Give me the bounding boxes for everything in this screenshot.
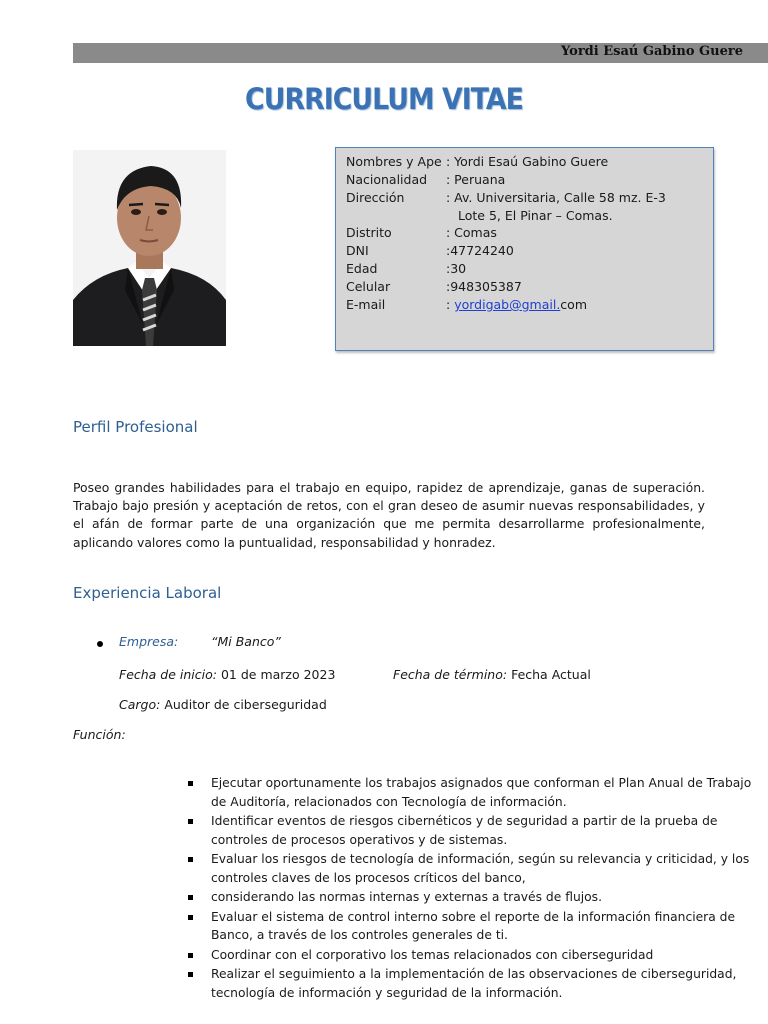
profile-text: Poseo grandes habilidades para el trabajo en equipo, rapidez de aprendizaje, ganas de superación. Trabajo bajo presión y aceptación de retos, con el gran deseo de asumir nuevas responsabilidades, y el afán de formar parte de una organización que me permita desarrollarme profesionalmente, aplicando valores como la puntualidad, responsabilidad y honradez. — [73, 480, 705, 550]
bullet-square-icon — [188, 819, 193, 824]
list-item: Ejecutar oportunamente los trabajos asignados que conforman el Plan Anual de Trabajo de Auditoría, relacionados con Tecnología de información. — [188, 774, 760, 811]
header-bar — [73, 43, 768, 63]
personal-info-box — [335, 147, 714, 351]
list-item: Realizar el seguimiento a la implementación de las observaciones de ciberseguridad, tecnología de información y seguridad de la información. — [188, 965, 760, 1002]
list-item: considerando las normas internas y externas a través de flujos. — [188, 888, 760, 907]
bullet-icon — [97, 641, 103, 647]
company-name: “Mi Banco” — [211, 634, 281, 649]
function-label: Función: — [73, 727, 126, 742]
header-name: Yordi Esaú Gabino Guere — [561, 44, 743, 59]
role: Cargo: Auditor de ciberseguridad — [119, 697, 327, 712]
function-list — [188, 774, 760, 1003]
experience-heading: Experiencia Laboral — [73, 584, 222, 602]
company-label: Empresa: — [119, 634, 179, 649]
bullet-square-icon — [188, 781, 193, 786]
bullet-square-icon — [188, 857, 193, 862]
info-row: Dirección : Av. Universitaria, Calle 58 mz. E-3 — [346, 190, 666, 205]
info-row: Edad :30 — [346, 261, 467, 276]
info-row: Nombres y Ape : Yordi Esaú Gabino Guere — [346, 154, 609, 169]
bullet-square-icon — [188, 915, 193, 920]
info-row: Nacionalidad : Peruana — [346, 172, 506, 187]
list-item: Coordinar con el corporativo los temas relacionados con ciberseguridad — [188, 946, 760, 965]
info-row: Lote 5, El Pinar – Comas. — [458, 208, 613, 223]
info-row: Celular :948305387 — [346, 279, 522, 294]
info-row: DNI :47724240 — [346, 243, 514, 258]
list-item: Identificar eventos de riesgos cibernéticos y de seguridad a partir de la prueba de controles de procesos operativos y de sistemas. — [188, 812, 760, 849]
end-date: Fecha de término: Fecha Actual — [393, 667, 591, 682]
email-link[interactable]: yordigab@gmail. — [454, 297, 561, 312]
profile-photo — [73, 150, 226, 346]
list-item: Evaluar los riesgos de tecnología de información, según su relevancia y criticidad, y los controles claves de los procesos críticos del banco, — [188, 850, 760, 887]
bullet-square-icon — [188, 895, 193, 900]
email-row: E-mail : yordigab@gmail.com — [346, 297, 587, 312]
profile-heading: Perfil Profesional — [73, 418, 198, 436]
start-date: Fecha de inicio: 01 de marzo 2023 — [119, 667, 336, 682]
info-row: Distrito : Comas — [346, 225, 497, 240]
list-item: Evaluar el sistema de control interno sobre el reporte de la información financiera de Banco, a través de los controles generales de ti. — [188, 908, 760, 945]
bullet-square-icon — [188, 953, 193, 958]
page-title: CURRICULUM VITAE — [245, 82, 523, 116]
bullet-square-icon — [188, 972, 193, 977]
